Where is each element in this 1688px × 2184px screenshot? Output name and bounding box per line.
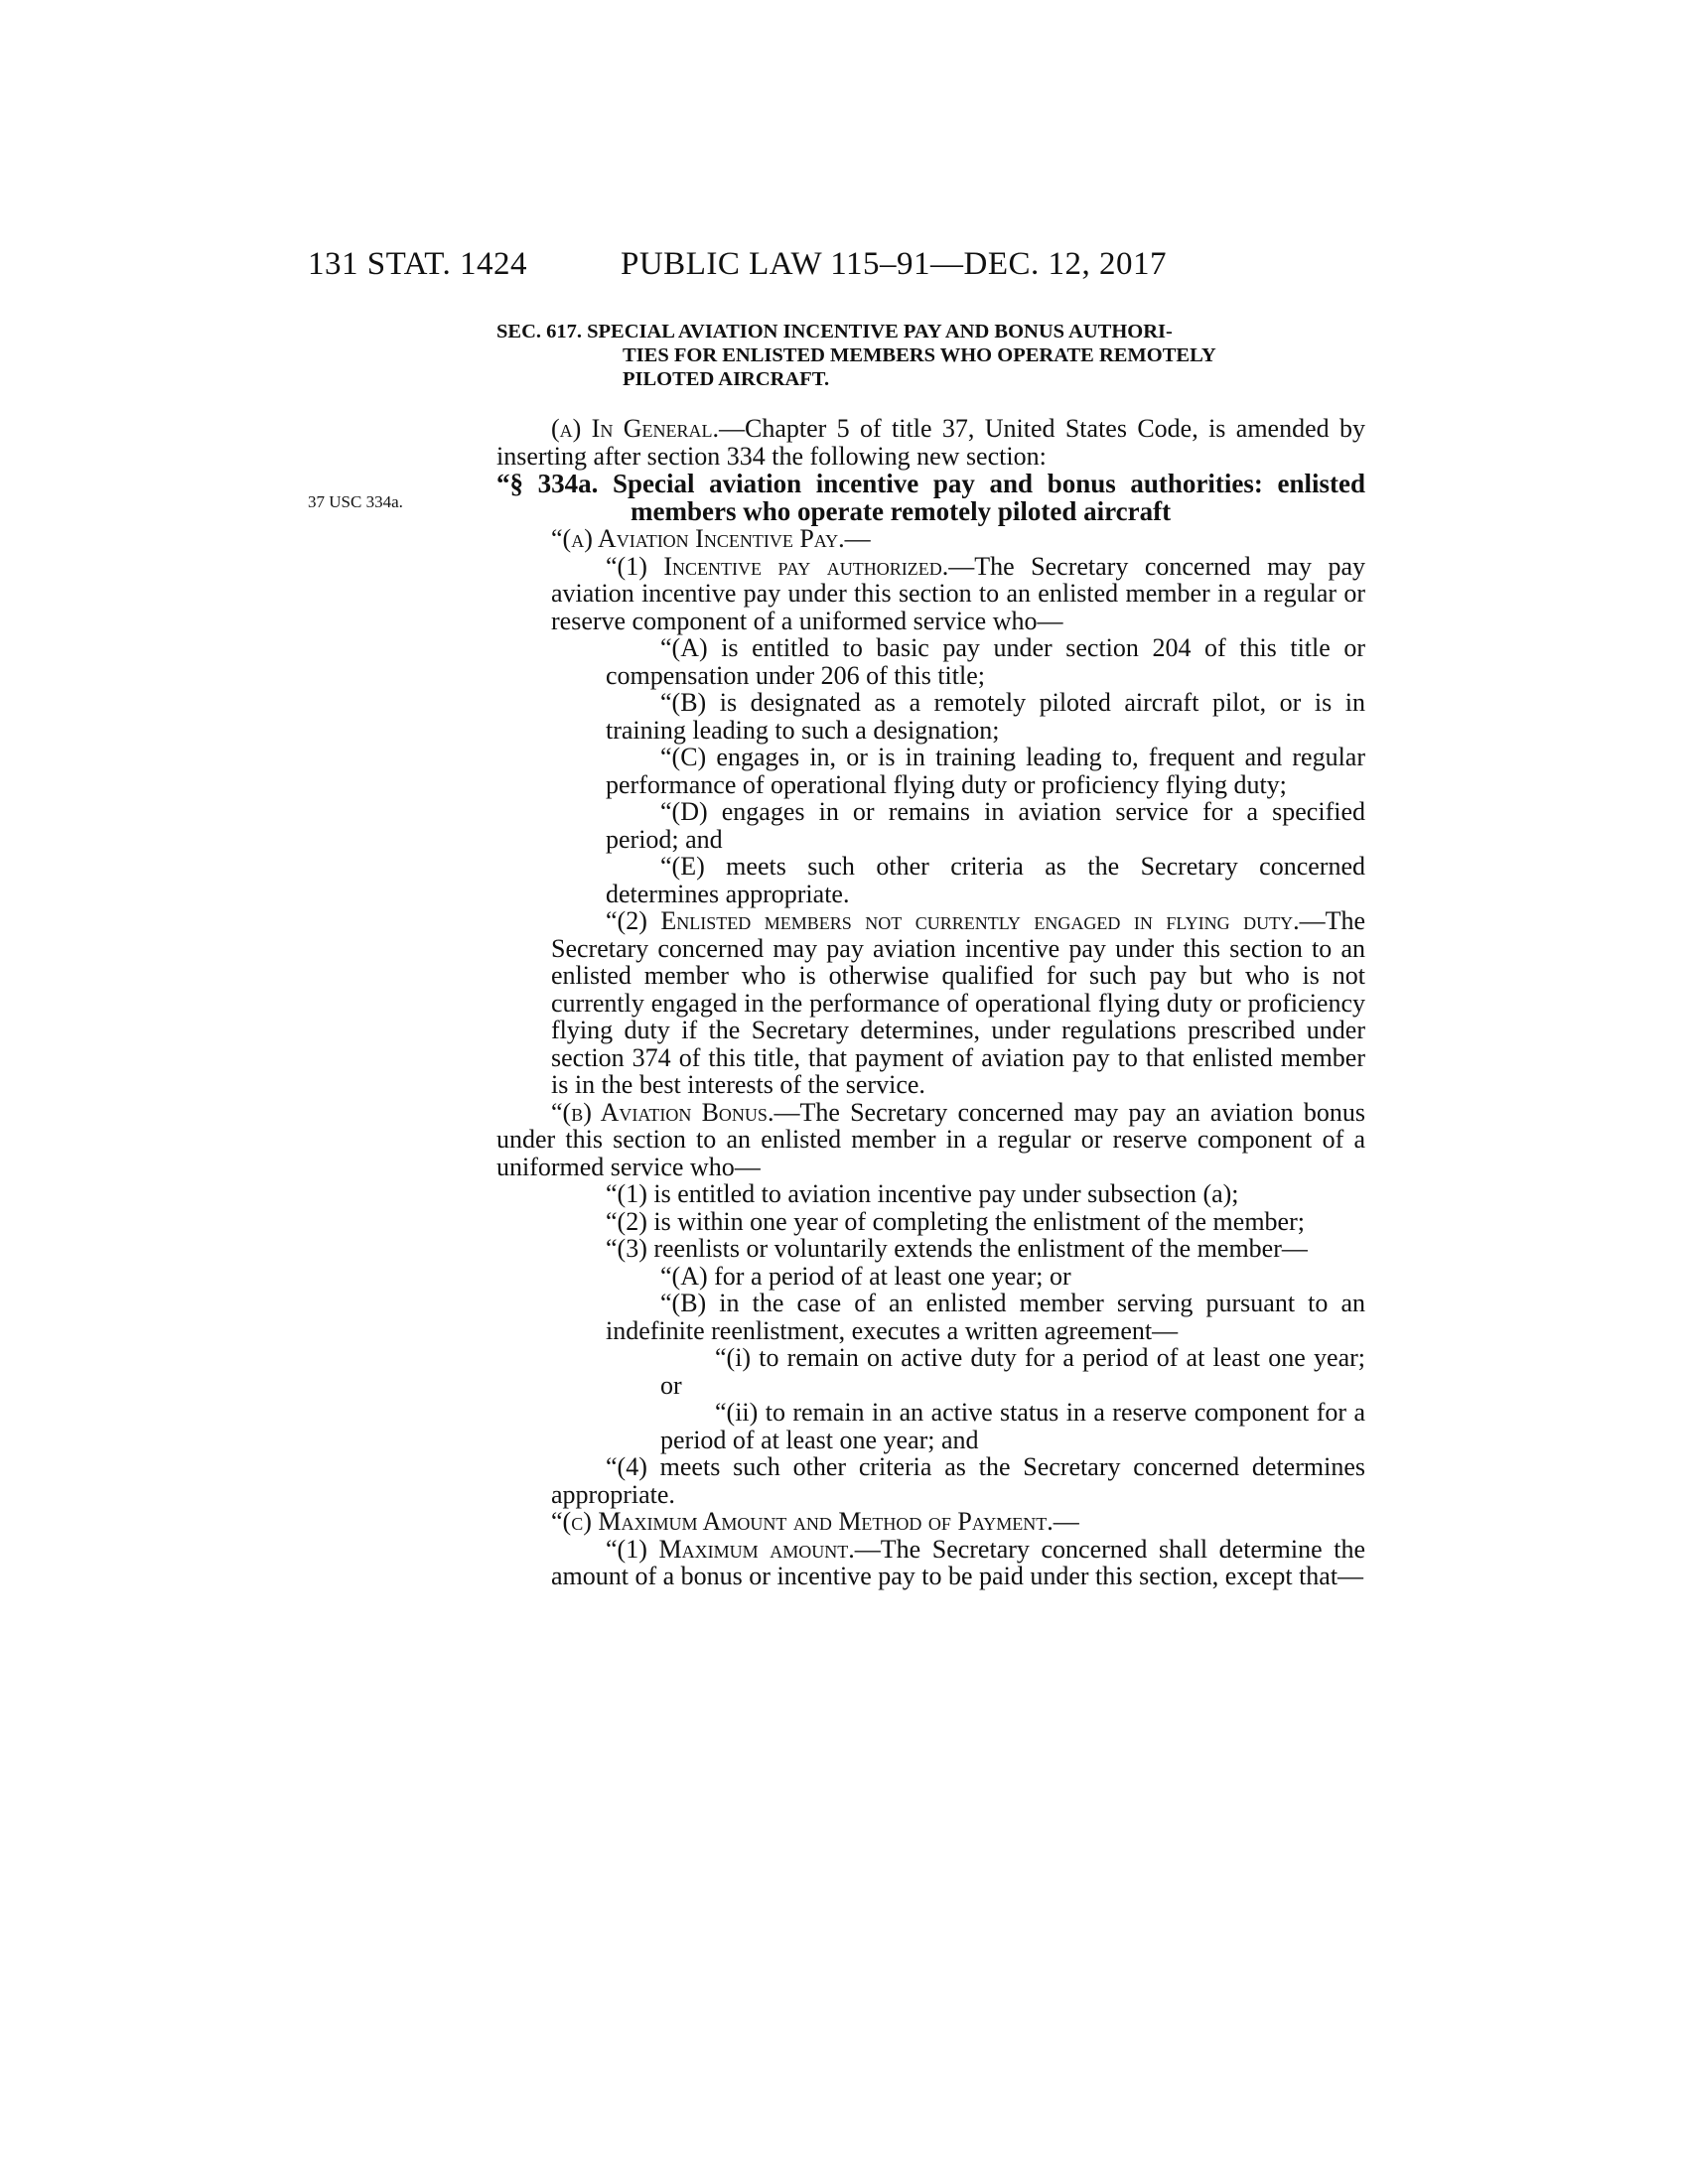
section-heading-line-1: SEC. 617. SPECIAL AVIATION INCENTIVE PAY AND BONUS AUTHORI- [496,321,1173,342]
label: “(1) Incentive pay authorized. [606,551,949,581]
section-heading-line-2: TIES FOR ENLISTED MEMBERS WHO OPERATE REMOTELY [623,344,1216,366]
text: —The Secretary concerned shall determine the amount of a bonus or incentive pay to be paid under this section, except that— [551,1534,1365,1590]
clause-a1-B: “(B) is designated as a remotely piloted aircraft pilot, or is in training leading to such a designation; [606,688,1365,745]
section-heading [496,320,1365,391]
clause-a1-E: “(E) meets such other criteria as the Secretary concerned determines appropriate. [606,852,1365,908]
clause-a1-C: “(C) engages in, or is in training leading to, frequent and regular performance of operational flying duty or proficiency flying duty; [606,743,1365,799]
subsection-a-heading [496,525,1365,553]
label: “(a) Aviation Incentive Pay.— [551,524,871,553]
margin-citation: 37 USC 334a. [308,492,403,511]
clause-a1-A: “(A) is entitled to basic pay under section 204 of this title or compensation under 206 of this title; [606,633,1365,690]
paragraph-b2: “(2) is within one year of completing the enlistment of the member; [606,1206,1305,1236]
subsection-a-general [496,415,1365,470]
text: —The Secretary concerned may pay an aviation bonus under this section to an enlisted member in a regular or reserve component of a uniformed service who— [496,1097,1365,1181]
paragraph-b1: “(1) is entitled to aviation incentive pay under subsection (a); [606,1179,1239,1208]
subclause-b3-B-ii: “(ii) to remain in an active status in a reserve component for a period of at least one year; and [660,1398,1365,1454]
paragraph-a2 [496,907,1365,1099]
text: —The Secretary concerned may pay aviation incentive pay under this section to an enlisted member who is otherwise qualified for such pay but who is not currently engaged in the performance of operational flying duty or proficiency flying duty if the Secretary determines, under regulations prescribed under section 374 of this title, that payment of aviation pay to that enlisted member is in the best interests of the service. [551,906,1365,1099]
subsection-c-heading [496,1508,1365,1536]
clause-b3-B: “(B) in the case of an enlisted member serving pursuant to an indefinite reenlistment, executes a written agreement— [606,1289,1365,1345]
public-law-header: PUBLIC LAW 115–91—DEC. 12, 2017 [621,246,1168,282]
label: “(1) Maximum amount. [606,1534,855,1564]
paragraph-b3: “(3) reenlists or voluntarily extends the enlistment of the member— [606,1234,1308,1263]
label: “(c) Maximum Amount and Method of Payment.— [551,1507,1079,1536]
label: “(2) Enlisted members not currently engaged in flying duty. [606,906,1300,935]
label: “(b) Aviation Bonus. [551,1097,774,1127]
paragraph-a1 [496,553,1365,635]
paragraph-b4: “(4) meets such other criteria as the Secretary concerned determines appropriate. [551,1452,1365,1509]
subsection-b [496,1099,1365,1181]
document-body [496,415,1365,1590]
text: —Chapter 5 of title 37, United States Code, is amended by inserting after section 334 the following new section: [496,414,1365,471]
clause-a1-D: “(D) engages in or remains in aviation service for a specified period; and [606,797,1365,854]
text: —The Secretary concerned may pay aviation incentive pay under this section to an enlisted member in a regular or reserve component of a uniformed service who— [551,551,1365,635]
new-section-title: “§ 334a. Special aviation incentive pay and bonus authorities: enlisted members who operate remotely piloted aircraft [496,469,1365,526]
paragraph-c1 [496,1536,1365,1590]
section-heading-line-3: PILOTED AIRCRAFT. [623,368,830,390]
subclause-b3-B-i: “(i) to remain on active duty for a period of at least one year; or [660,1343,1365,1400]
label: (a) In General. [551,414,719,443]
stat-citation: 131 STAT. 1424 [308,246,528,282]
clause-b3-A: “(A) for a period of at least one year; or [660,1261,1071,1291]
